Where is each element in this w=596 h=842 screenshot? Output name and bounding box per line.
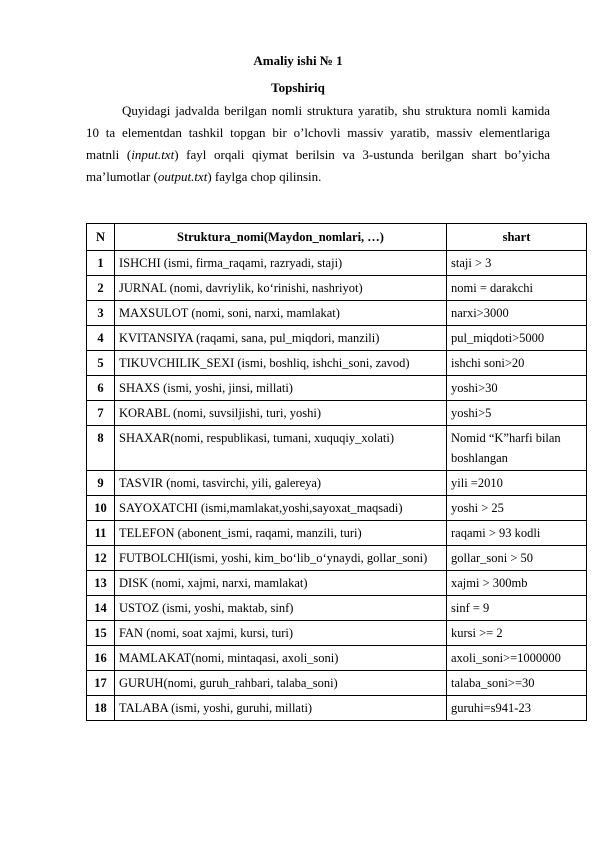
table-row	[87, 326, 587, 351]
row-number: 7	[87, 401, 115, 426]
header-number: N	[87, 224, 115, 251]
structure-cell: MAMLAKAT(nomi, mintaqasi, axoli_soni)	[115, 646, 447, 671]
header-condition: shart	[447, 224, 587, 251]
structure-cell: SHAXAR(nomi, respublikasi, tumani, xuquqiy_xolati)	[115, 426, 447, 471]
row-number: 3	[87, 301, 115, 326]
condition-cell: raqami > 93 kodli	[447, 521, 587, 546]
condition-cell: yoshi>5	[447, 401, 587, 426]
row-number: 10	[87, 496, 115, 521]
condition-cell: xajmi > 300mb	[447, 571, 587, 596]
condition-cell: yili =2010	[447, 471, 587, 496]
table-row	[87, 426, 587, 471]
table-row	[87, 276, 587, 301]
row-number: 15	[87, 621, 115, 646]
condition-cell: staji > 3	[447, 251, 587, 276]
document-subtitle: Topshiriq	[271, 80, 325, 95]
input-filename: input.txt	[131, 147, 175, 162]
structure-cell: KORABL (nomi, suvsiljishi, turi, yoshi)	[115, 401, 447, 426]
structure-cell: SAYOXATCHI (ismi,mamlakat,yoshi,sayoxat_maqsadi)	[115, 496, 447, 521]
table-header-row	[87, 224, 587, 251]
row-number: 1	[87, 251, 115, 276]
condition-cell: Nomid “K”harfi bilan boshlangan	[447, 426, 587, 471]
row-number: 4	[87, 326, 115, 351]
structure-cell: TALABA (ismi, yoshi, guruhi, millati)	[115, 696, 447, 721]
condition-cell: axoli_soni>=1000000	[447, 646, 587, 671]
intro-text-3: ) faylga chop qilinsin.	[207, 169, 322, 184]
condition-cell: talaba_soni>=30	[447, 671, 587, 696]
condition-cell: narxi>3000	[447, 301, 587, 326]
condition-cell: nomi = darakchi	[447, 276, 587, 301]
table-row	[87, 496, 587, 521]
table-row	[87, 471, 587, 496]
table-row	[87, 571, 587, 596]
table-row	[87, 596, 587, 621]
row-number: 13	[87, 571, 115, 596]
condition-cell: ishchi soni>20	[447, 351, 587, 376]
row-number: 16	[87, 646, 115, 671]
document-title: Amaliy ishi № 1	[253, 53, 343, 68]
row-number: 11	[87, 521, 115, 546]
structure-cell: SHAXS (ismi, yoshi, jinsi, millati)	[115, 376, 447, 401]
row-number: 5	[87, 351, 115, 376]
table-row	[87, 376, 587, 401]
output-filename: output.txt	[157, 169, 208, 184]
condition-cell: sinf = 9	[447, 596, 587, 621]
structure-cell: GURUH(nomi, guruh_rahbari, talaba_soni)	[115, 671, 447, 696]
row-number: 12	[87, 546, 115, 571]
table-row	[87, 401, 587, 426]
row-number: 14	[87, 596, 115, 621]
condition-cell: guruhi=s941-23	[447, 696, 587, 721]
intro-paragraph	[86, 100, 550, 188]
row-number: 18	[87, 696, 115, 721]
structure-cell: JURNAL (nomi, davriylik, ko‘rinishi, nashriyot)	[115, 276, 447, 301]
row-number: 17	[87, 671, 115, 696]
intro-text-1: Quyidagi jadvalda berilgan nomli struktura yaratib, shu struktura nomli kamida 10 ta elementdan tashkil topgan bir o’lchovli massiv yaratib, massiv elementlariga matnli (	[86, 103, 550, 162]
condition-cell: gollar_soni > 50	[447, 546, 587, 571]
table-row	[87, 696, 587, 721]
structure-cell: USTOZ (ismi, yoshi, maktab, sinf)	[115, 596, 447, 621]
structure-cell: KVITANSIYA (raqami, sana, pul_miqdori, manzili)	[115, 326, 447, 351]
intro-text-2: ) fayl orqali qiymat berilsin va 3-ustunda berilgan shart bo’yicha ma’lumotlar (	[86, 147, 550, 184]
structure-cell: FUTBOLCHI(ismi, yoshi, kim_bo‘lib_o‘ynaydi, gollar_soni)	[115, 546, 447, 571]
row-number: 8	[87, 426, 115, 471]
row-number: 6	[87, 376, 115, 401]
structure-cell: TASVIR (nomi, tasvirchi, yili, galereya)	[115, 471, 447, 496]
table-row	[87, 621, 587, 646]
structure-cell: ISHCHI (ismi, firma_raqami, razryadi, staji)	[115, 251, 447, 276]
table-row	[87, 521, 587, 546]
condition-cell: pul_miqdoti>5000	[447, 326, 587, 351]
condition-cell: kursi >= 2	[447, 621, 587, 646]
structure-cell: TIKUVCHILIK_SEXI (ismi, boshliq, ishchi_soni, zavod)	[115, 351, 447, 376]
structure-cell: FAN (nomi, soat xajmi, kursi, turi)	[115, 621, 447, 646]
structure-cell: TELEFON (abonent_ismi, raqami, manzili, turi)	[115, 521, 447, 546]
task-table	[86, 223, 587, 721]
table-row	[87, 251, 587, 276]
structure-cell: MAXSULOT (nomi, soni, narxi, mamlakat)	[115, 301, 447, 326]
condition-cell: yoshi > 25	[447, 496, 587, 521]
row-number: 9	[87, 471, 115, 496]
table-row	[87, 351, 587, 376]
header-structure: Struktura_nomi(Maydon_nomlari, …)	[115, 224, 447, 251]
table-row	[87, 301, 587, 326]
condition-cell: yoshi>30	[447, 376, 587, 401]
table-row	[87, 671, 587, 696]
table-row	[87, 546, 587, 571]
row-number: 2	[87, 276, 115, 301]
structure-cell: DISK (nomi, xajmi, narxi, mamlakat)	[115, 571, 447, 596]
table-row	[87, 646, 587, 671]
